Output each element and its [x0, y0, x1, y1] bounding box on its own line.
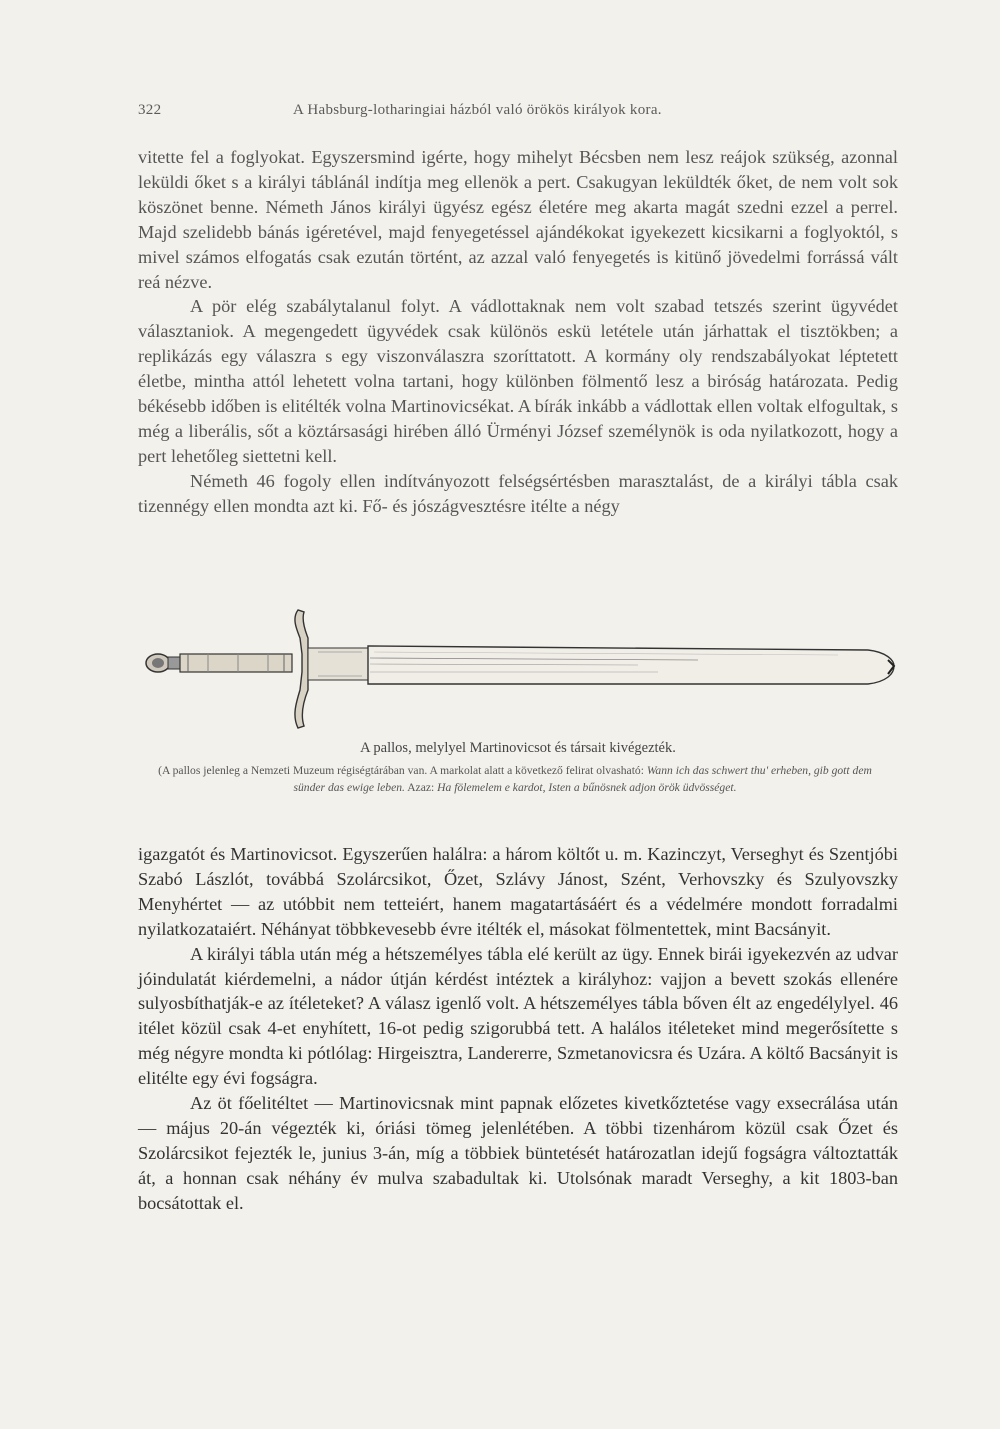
page-number: 322	[138, 102, 162, 118]
note-german-inscription: Wann ich das schwert thu' erheben, gib gott dem sünder das ewige leben.	[293, 764, 872, 794]
paragraph: A pör elég szabálytalanul folyt. A vádlottaknak nem volt szabad tetszés szerint ügyvédet választaniok. A megengedett ügyvédek csak különös eskü letétele után járhattak el tisztökben; a replikázás egy válaszra s egy viszonválaszra szoríttatott. A kormány oly rendszabályokat léptetett életbe, mintha attól lehetett volna tartani, hogy különben fölmentő lesz a biróság határozata. Pedig békésebb időben is elitélték volna Martinovicsékat. A bírák inkább a vádlottak ellen voltak elfogultak, s még a liberális, sőt a köztársasági hirében álló Ürményi József személynök is oda nyilatkozott, hogy a pert lehetőleg siettetni kell.	[138, 296, 898, 466]
chapter-title: A Habsburg-lotharingiai házból való örökös királyok kora.	[293, 102, 662, 118]
paragraph: vitette fel a foglyokat. Egyszersmind igérte, hogy mihelyt Bécsben nem lesz reájok szükség, azonnal leküldi őket s a királyi táblánál indítja meg ellenök a pert. Csakugyan leküldték őket, de nem volt sok köszönet benne. Németh János királyi ügyész egész életére meg akarta magát szedni ezzel a perrel. Majd szelidebb bánás igéretével, majd fenyegetéssel ajándékokat igyekezett kicsikarni a foglyoktól, s mivel számos elfogatás csak ezután történt, az azzal való fenyegetés is kitünő jövedelmi forrássá vált reá nézve.	[138, 147, 898, 292]
note-text: (A pallos jelenleg a Nemzeti Muzeum régiségtárában van. A markolat alatt a következő felirat olvasható:	[158, 764, 644, 777]
upper-text	[138, 145, 898, 519]
note-hungarian-translation: Ha fölemelem e kardot, Isten a bűnösnek adjon örök üdvösséget.	[437, 781, 737, 794]
paragraph: A királyi tábla után még a hétszemélyes tábla elé került az ügy. Ennek birái igyekezvén az udvar jóindulatát kiérdemelni, a nádor útján kérdést intéztek a királyhoz: vajjon a bevett szokás ellenére sulyosbíthatják-e az ítéleteket? A válasz igenlő volt. A hétszemélyes tábla bőven élt az engedélylyel. 46 itélet közül csak 4-et enyhített, 16-ot pedig szigorubbá tett. A halálos itéleteket mind megerősítette s még négyre mondta ki pótlólag: Hirgeisztra, Landererre, Szmetanovicsra és Uzára. A költő Bacsányit is elitélte egy évi fogságra.	[138, 943, 898, 1089]
figure-note	[150, 762, 880, 796]
sword-illustration	[138, 608, 898, 733]
lower-text	[138, 842, 898, 1216]
paragraph: Az öt főelitéltet — Martinovicsnak mint papnak előzetes kivetkőztetése vagy exsecrálása után — május 20-án végezték ki, óriási tömeg jelenlétében. A többi tizenhárom közül csak Őzet és Szolárcsikot fejezték le, junius 3-án, míg a többiek büntetését határozatlan idejű fogságra változtatták át, a honnan csak néhány év mulva szabadultak ki. Utolsónak maradt Verseghy, a kit 1803-ban bocsátottak el.	[138, 1093, 898, 1213]
paragraph: Németh 46 fogoly ellen indítványozott felségsértésben marasztalást, de a királyi tábla csak tizennégy ellen mondta azt ki. Fő- és jószágvesztésre itélte a négy	[138, 470, 898, 516]
paragraph: igazgatót és Martinovicsot. Egyszerűen halálra: a három költőt u. m. Kazinczyt, Verseghyt és Szentjóbi Szabó Lászlót, továbbá Szolárcsikot, Őzet, Szlávy Jánost, Szént, Verhovszky és Szulyovszky Menyhértet — az utóbbit nem tetteiért, hanem magatartásáért és a védelmére mondott forradalmi nyilatkozataiért. Néhányat többkevesebb évre itélték el, másokat fölmentettek, mint Bacsányit.	[138, 844, 898, 939]
note-azaz: Azaz:	[407, 781, 435, 794]
figure-caption: A pallos, melylyel Martinovicsot és társait kivégezték.	[360, 740, 676, 756]
